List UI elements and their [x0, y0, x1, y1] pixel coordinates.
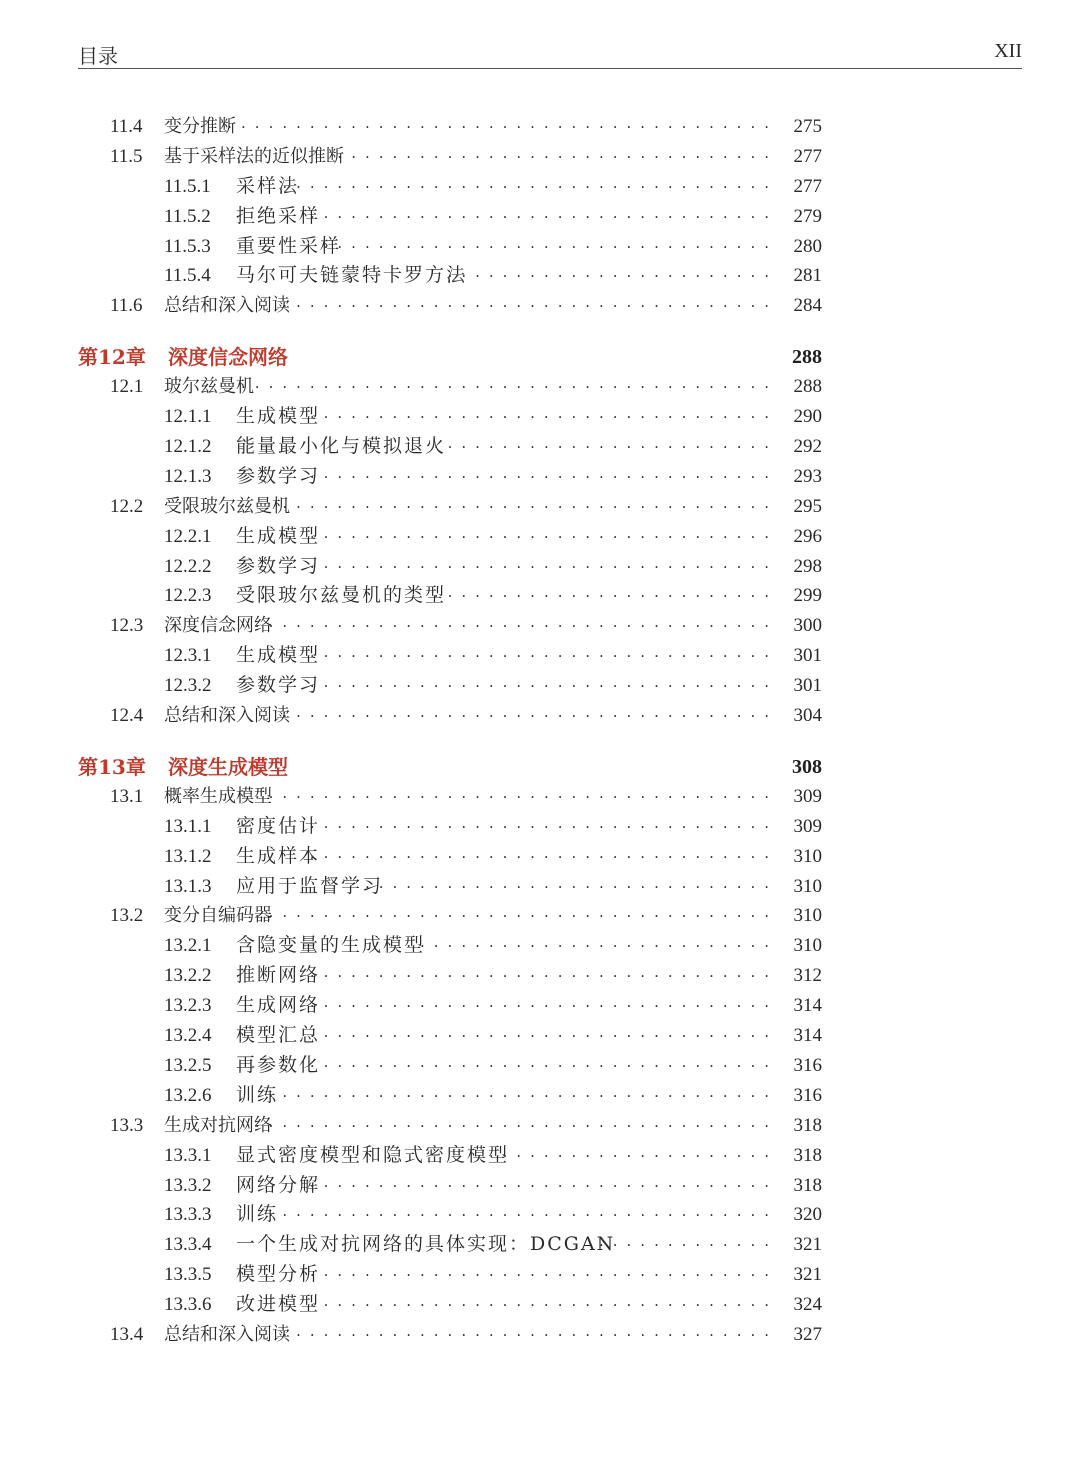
toc-entry-page: 277	[793, 175, 822, 197]
dot-leader: ......................................	[254, 613, 778, 632]
toc-entry-title: 推断网络	[236, 964, 321, 987]
toc-entry-page: 321	[793, 1234, 822, 1256]
toc-entry-title: 显式密度模型和隐式密度模型	[236, 1143, 510, 1166]
toc-entry-title: 总结和深入阅读	[164, 1323, 290, 1345]
toc-entry[interactable]	[78, 142, 822, 172]
dot-leader: ..................................	[309, 404, 778, 423]
toc-entry-page: 301	[793, 675, 822, 697]
toc-entry[interactable]	[78, 961, 822, 991]
toc-entry-page: 288	[792, 346, 822, 369]
dot-leader: ..................................	[309, 643, 778, 662]
toc-entry-page: 310	[793, 875, 822, 897]
table-of-contents	[78, 112, 822, 1350]
toc-entry-number: 12.1.1	[164, 406, 212, 428]
toc-entry-page: 318	[793, 1114, 822, 1136]
toc-entry[interactable]	[78, 1171, 822, 1201]
toc-entry-title: 模型分析	[236, 1263, 321, 1286]
toc-entry-page: 327	[793, 1323, 822, 1345]
toc-entry-number: 11.4	[110, 116, 143, 137]
toc-entry-title: 应用于监督学习	[236, 874, 384, 897]
toc-entry-page: 314	[793, 1025, 822, 1047]
toc-entry-number: 13.2.1	[164, 935, 212, 957]
toc-entry-number: 13.1	[110, 785, 144, 807]
dot-leader: ..................................	[309, 993, 778, 1012]
toc-entry-title: 重要性采样	[236, 234, 342, 257]
toc-entry[interactable]	[78, 1051, 822, 1081]
toc-entry-page: 324	[793, 1294, 822, 1316]
toc-entry-number: 12.3.2	[164, 675, 212, 697]
toc-entry[interactable]	[78, 671, 822, 701]
toc-entry-title: 概率生成模型	[164, 785, 272, 807]
toc-entry-page: 292	[793, 436, 822, 458]
toc-entry-number: 13.3.3	[164, 1204, 212, 1226]
toc-entry[interactable]	[78, 232, 822, 262]
toc-entry-number: 11.5.4	[164, 265, 211, 287]
toc-entry-page: 312	[793, 965, 822, 987]
dot-leader: ......................................	[254, 903, 778, 922]
toc-entry-title: 参数学习	[236, 554, 321, 577]
toc-entry-title: 基于采样法的近似推断	[164, 145, 344, 167]
toc-entry-page: 314	[793, 995, 822, 1017]
toc-entry-page: 301	[793, 645, 822, 667]
dot-leader: .............	[599, 1232, 778, 1251]
dot-leader: ..................................	[309, 1172, 778, 1191]
toc-entry[interactable]	[78, 1260, 822, 1290]
toc-entry[interactable]	[78, 202, 822, 232]
dot-leader: .....................................	[268, 1082, 778, 1101]
toc-entry-title: 训练	[236, 1083, 279, 1106]
toc-entry-title: 变分推断	[164, 116, 236, 137]
toc-entry-title: 网络分解	[236, 1173, 321, 1196]
page-header	[78, 40, 1022, 69]
toc-entry-title: 一个生成对抗网络的具体实现：DCGAN	[236, 1233, 616, 1256]
toc-entry-number: 13.3.4	[164, 1234, 212, 1256]
toc-entry-page: 277	[793, 145, 822, 167]
toc-entry-title: 深度信念网络	[164, 615, 272, 637]
toc-entry[interactable]	[78, 462, 822, 492]
toc-entry-number: 第13章	[78, 754, 146, 779]
toc-chapter[interactable]	[78, 342, 822, 372]
toc-entry[interactable]	[78, 812, 822, 842]
toc-entry-number: 12.2.3	[164, 585, 212, 607]
toc-entry-number: 11.5.3	[164, 235, 211, 257]
toc-entry-number: 13.2.5	[164, 1054, 212, 1076]
toc-entry-number: 11.5.2	[164, 205, 211, 227]
toc-entry[interactable]	[78, 402, 822, 432]
toc-entry-page: 304	[793, 705, 822, 727]
toc-entry-number: 13.3.6	[164, 1294, 212, 1316]
toc-entry-title: 生成样本	[236, 844, 321, 867]
toc-entry[interactable]	[78, 991, 822, 1021]
toc-entry-number: 11.6	[110, 295, 143, 317]
toc-entry-title: 含隐变量的生成模型	[236, 934, 426, 957]
toc-entry-number: 12.1.3	[164, 465, 212, 487]
toc-entry-number: 13.1.2	[164, 845, 212, 867]
toc-entry[interactable]	[78, 581, 822, 611]
toc-entry-page: 309	[793, 785, 822, 807]
toc-entry-page: 310	[793, 935, 822, 957]
dot-leader: ....................................	[282, 1321, 778, 1340]
toc-entry[interactable]	[78, 1200, 822, 1230]
toc-entry[interactable]	[78, 1141, 822, 1171]
toc-entry-page: 318	[793, 1144, 822, 1166]
toc-entry[interactable]	[78, 901, 822, 931]
toc-entry-number: 13.4	[110, 1323, 144, 1345]
toc-entry-title: 生成模型	[236, 524, 321, 547]
toc-entry-title: 再参数化	[236, 1053, 321, 1076]
header-section-title: 目录	[78, 44, 118, 68]
dot-leader: ....................................	[282, 293, 778, 312]
toc-entry[interactable]	[78, 931, 822, 961]
toc-entry[interactable]	[78, 291, 822, 321]
dot-leader: ..................................	[309, 843, 778, 862]
toc-entry-title: 参数学习	[236, 674, 321, 697]
toc-entry-page: 279	[793, 205, 822, 227]
toc-entry-number: 13.1.1	[164, 815, 212, 837]
toc-entry-page: 309	[793, 815, 822, 837]
toc-entry[interactable]	[78, 1081, 822, 1111]
toc-entry-page: 296	[793, 525, 822, 547]
dot-leader: ..................................	[309, 963, 778, 982]
dot-leader: ..................................	[309, 1052, 778, 1071]
toc-entry-title: 总结和深入阅读	[164, 705, 290, 727]
dot-leader: ..................................	[309, 1262, 778, 1281]
toc-entry-title: 玻尔兹曼机	[164, 376, 254, 398]
header-page-number: XII	[994, 40, 1022, 62]
toc-entry-title: 拒绝采样	[236, 204, 321, 227]
dot-leader: ..................................	[309, 1292, 778, 1311]
toc-entry-number: 13.2	[110, 905, 144, 927]
dot-leader: ..................................	[309, 203, 778, 222]
toc-entry-title: 生成模型	[236, 644, 321, 667]
dot-leader: .......................................	[241, 374, 778, 393]
toc-entry-page: 321	[793, 1264, 822, 1286]
toc-entry[interactable]	[78, 842, 822, 872]
toc-entry-page: 288	[793, 376, 822, 398]
toc-entry-page: 300	[793, 615, 822, 637]
toc-entry-number: 13.3.1	[164, 1144, 212, 1166]
toc-entry-number: 12.3.1	[164, 645, 212, 667]
toc-entry[interactable]	[78, 372, 822, 402]
dot-leader: ......................................	[254, 1112, 778, 1131]
toc-entry-number: 13.3.5	[164, 1264, 212, 1286]
toc-entry-number: 12.2.1	[164, 525, 212, 547]
toc-entry-title: 生成对抗网络	[164, 1114, 272, 1136]
toc-entry-page: 316	[793, 1084, 822, 1106]
toc-entry[interactable]	[78, 1290, 822, 1320]
toc-entry-title: 马尔可夫链蒙特卡罗方法	[236, 264, 468, 287]
toc-entry-title: 受限玻尔兹曼机	[164, 495, 290, 517]
toc-entry-number: 11.5.1	[164, 175, 211, 197]
dot-leader: .........................	[433, 434, 778, 453]
toc-entry-page: 310	[793, 905, 822, 927]
toc-entry[interactable]	[78, 172, 822, 202]
dot-leader: ......................................	[254, 783, 778, 802]
toc-entry[interactable]	[78, 432, 822, 462]
toc-entry-title: 生成模型	[236, 405, 321, 428]
toc-entry-number: 12.1	[110, 376, 144, 398]
toc-entry[interactable]	[78, 1111, 822, 1141]
toc-entry-number: 12.2	[110, 495, 144, 517]
dot-leader: ....................................	[282, 493, 778, 512]
toc-entry-page: 308	[792, 755, 822, 778]
toc-entry-title: 变分自编码器	[164, 905, 272, 927]
toc-entry[interactable]	[78, 261, 822, 291]
toc-entry-number: 13.2.2	[164, 965, 212, 987]
dot-leader: ..................................	[309, 523, 778, 542]
toc-entry-number: 12.1.2	[164, 436, 212, 458]
toc-entry-title: 密度估计	[236, 814, 321, 837]
toc-entry[interactable]	[78, 492, 822, 522]
dot-leader: ....................................	[282, 703, 778, 722]
dot-leader: ..................................	[309, 673, 778, 692]
toc-entry[interactable]	[78, 782, 822, 812]
toc-entry-title: 采样法	[236, 174, 300, 197]
toc-entry-number: 13.3	[110, 1114, 144, 1136]
toc-entry[interactable]	[78, 701, 822, 731]
toc-entry-number: 13.1.3	[164, 875, 212, 897]
toc-entry[interactable]	[78, 1230, 822, 1260]
dot-leader: ..............................	[364, 873, 778, 892]
toc-entry-title: 深度信念网络	[168, 345, 288, 370]
dot-leader: ..................................	[309, 1023, 778, 1042]
toc-entry-title: 改进模型	[236, 1293, 321, 1316]
toc-entry[interactable]	[78, 112, 822, 142]
toc-entry-number: 12.4	[110, 705, 144, 727]
toc-entry-page: 275	[793, 116, 822, 137]
toc-entry-number: 13.3.2	[164, 1174, 212, 1196]
toc-entry-title: 生成网络	[236, 994, 321, 1017]
toc-entry-page: 320	[793, 1204, 822, 1226]
toc-entry-number: 12.2.2	[164, 555, 212, 577]
dot-leader: .....................................	[268, 1202, 778, 1221]
toc-entry[interactable]	[78, 522, 822, 552]
toc-entry-number: 13.2.6	[164, 1084, 212, 1106]
dot-leader: ..................................	[309, 553, 778, 572]
toc-entry[interactable]	[78, 872, 822, 902]
dot-leader: ........................................	[227, 114, 778, 132]
toc-entry-title: 受限玻尔兹曼机的类型	[236, 584, 447, 607]
dot-leader: .....................	[488, 1142, 778, 1161]
toc-entry-title: 深度生成模型	[168, 754, 288, 779]
toc-entry-title: 能量最小化与模拟退火	[236, 435, 447, 458]
toc-entry[interactable]	[78, 1320, 822, 1350]
toc-entry-number: 12.3	[110, 615, 144, 637]
dot-leader: ...........................	[406, 933, 778, 952]
dot-leader: .................................	[323, 233, 778, 252]
toc-entry-page: 316	[793, 1054, 822, 1076]
toc-entry-page: 318	[793, 1174, 822, 1196]
dot-leader: ..................................	[309, 463, 778, 482]
toc-entry-page: 310	[793, 845, 822, 867]
toc-entry[interactable]	[78, 1021, 822, 1051]
toc-entry-title: 训练	[236, 1203, 279, 1226]
toc-entry-page: 298	[793, 555, 822, 577]
toc-entry[interactable]	[78, 611, 822, 641]
toc-entry-number: 13.2.4	[164, 1025, 212, 1047]
dot-leader: ..................................	[309, 813, 778, 832]
dot-leader: ................................	[337, 143, 778, 162]
toc-entry-number: 11.5	[110, 145, 143, 167]
toc-entry-title: 参数学习	[236, 464, 321, 487]
toc-entry[interactable]	[78, 641, 822, 671]
toc-entry[interactable]	[78, 552, 822, 582]
toc-entry-page: 299	[793, 585, 822, 607]
dot-leader: .........................	[433, 583, 778, 602]
toc-entry-page: 290	[793, 406, 822, 428]
toc-entry-number: 13.2.3	[164, 995, 212, 1017]
toc-entry-number: 第12章	[78, 345, 146, 370]
dot-leader: ....................................	[282, 173, 778, 192]
toc-entry-page: 293	[793, 465, 822, 487]
toc-entry-page: 281	[793, 265, 822, 287]
toc-entry-title: 模型汇总	[236, 1024, 321, 1047]
toc-chapter[interactable]	[78, 752, 822, 782]
toc-entry-page: 280	[793, 235, 822, 257]
toc-entry-page: 284	[793, 295, 822, 317]
dot-leader: ........................	[447, 263, 778, 282]
toc-entry-title: 总结和深入阅读	[164, 295, 290, 317]
toc-entry-page: 295	[793, 495, 822, 517]
